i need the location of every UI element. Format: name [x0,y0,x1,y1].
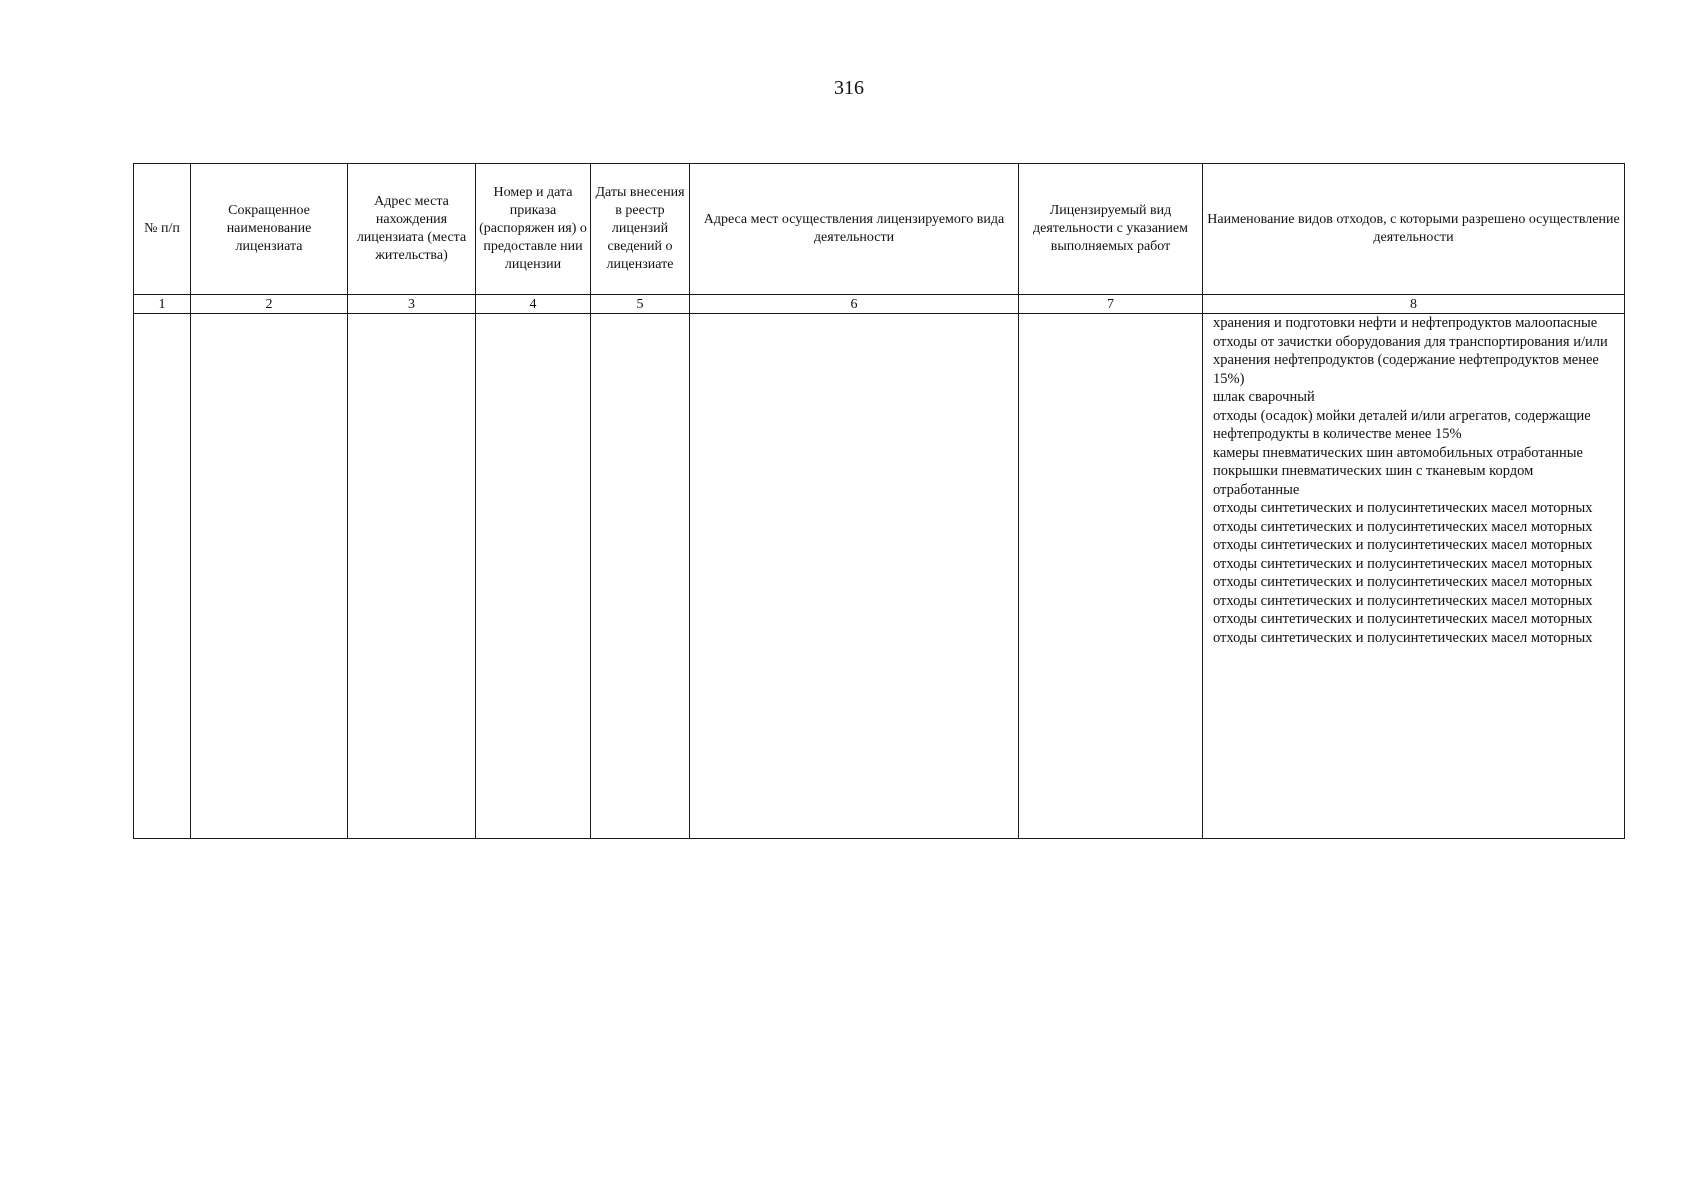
waste-type-item: отходы (осадок) мойки деталей и/или агрегатов, содержащие нефтепродукты в количестве менее 15% [1213,407,1591,442]
waste-type-item: отходы синтетических и полусинтетических масел моторных [1213,574,1593,590]
cell-licensed-activity [1019,314,1203,839]
column-number: 4 [476,295,591,314]
header-activity-addresses: Адреса мест осуществления лицензируемого вида деятельности [690,164,1019,295]
header-licensee-name: Сокращенное наименование лицензиата [191,164,348,295]
page-number: 316 [834,77,864,99]
column-number: 7 [1019,295,1203,314]
column-number: 6 [690,295,1019,314]
waste-type-item: отходы синтетических и полусинтетических масел моторных [1213,537,1593,553]
header-waste-types: Наименование видов отходов, с которыми разрешено осуществление деятельности [1203,164,1625,295]
column-number: 3 [348,295,476,314]
cell-number [134,314,191,839]
table-row [134,314,1625,839]
waste-type-item: отходы синтетических и полусинтетических масел моторных [1213,629,1593,646]
waste-type-item: отходы синтетических и полусинтетических масел моторных [1213,611,1593,627]
waste-type-item: хранения и подготовки нефти и нефтепродуктов малоопасные [1213,315,1598,331]
waste-type-item: отходы от зачистки оборудования для транспортирования и/или хранения нефтепродуктов (содержание нефтепродуктов менее 15%) [1213,333,1608,387]
cell-activity-addresses [690,314,1019,839]
header-number: № п/п [134,164,191,295]
column-number: 5 [591,295,690,314]
header-registry-dates: Даты внесения в реестр лицензий сведений о лицензиате [591,164,690,295]
header-row [134,164,1625,295]
header-order-number-date: Номер и дата приказа (распоряжен ия) о предоставле нии лицензии [476,164,591,295]
license-registry-table [133,163,1625,839]
cell-order-number-date [476,314,591,839]
column-number-row [134,295,1625,314]
waste-type-item: отходы синтетических и полусинтетических масел моторных [1213,555,1593,572]
header-licensee-address: Адрес места нахождения лицензиата (места жительства) [348,164,476,295]
cell-waste-types [1203,314,1625,839]
cell-registry-dates [591,314,690,839]
cell-licensee-name [191,314,348,839]
waste-type-item: отходы синтетических и полусинтетических масел моторных [1213,518,1593,535]
waste-type-item: отходы синтетических и полусинтетических масел моторных [1213,592,1593,609]
waste-type-item: отходы синтетических и полусинтетических масел моторных [1213,500,1593,516]
waste-type-item: покрышки пневматических шин с тканевым кордом отработанные [1213,463,1534,498]
column-number: 1 [134,295,191,314]
column-number: 2 [191,295,348,314]
column-number: 8 [1203,295,1625,314]
waste-type-item: шлак сварочный [1213,389,1315,405]
header-licensed-activity: Лицензируемый вид деятельности с указанием выполняемых работ [1019,164,1203,295]
cell-licensee-address [348,314,476,839]
waste-type-item: камеры пневматических шин автомобильных отработанные [1213,444,1583,461]
waste-type-list [1203,314,1624,647]
